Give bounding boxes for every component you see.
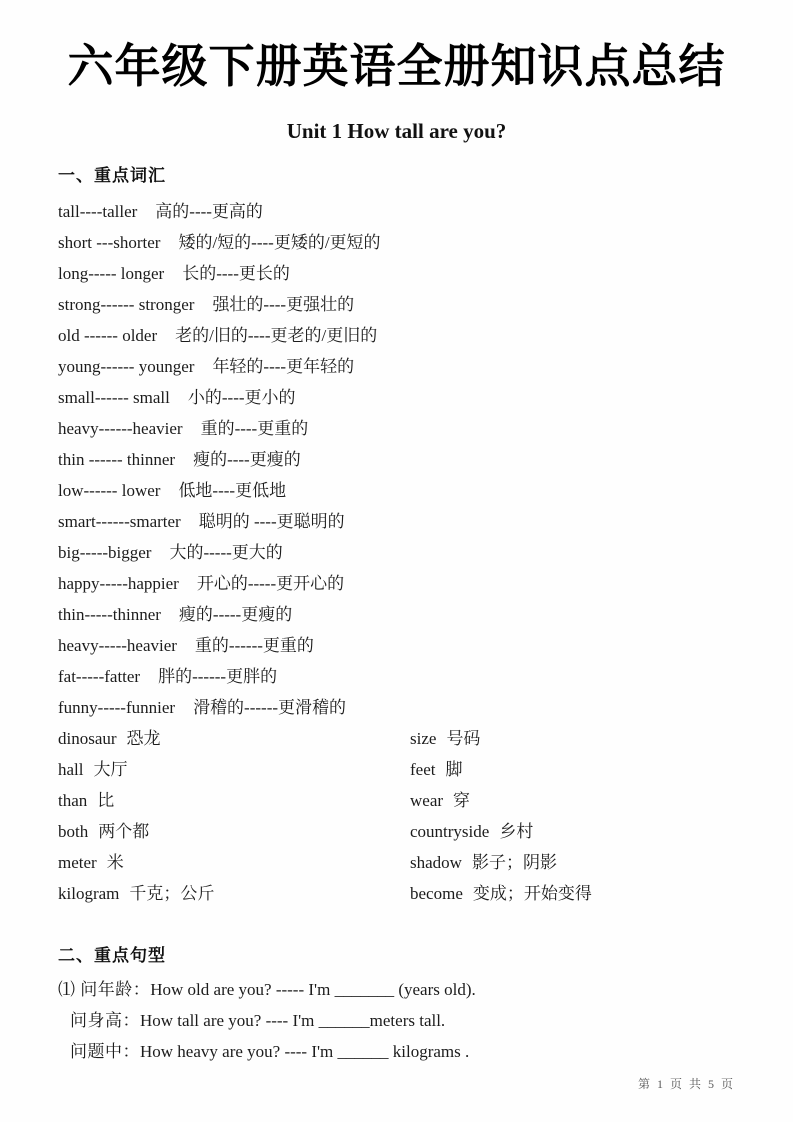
pair-word-en: feet xyxy=(410,759,436,779)
vocab-word-zh: 年轻的----更年轻的 xyxy=(212,356,355,376)
pair-word-zh: 米 xyxy=(106,852,124,872)
pair-word-en: meter xyxy=(58,852,97,872)
pair-word-zh: 大厅 xyxy=(93,759,128,779)
pair-word-zh: 穿 xyxy=(453,790,471,810)
pair-word-en: both xyxy=(58,821,89,841)
pair-word-en: dinosaur xyxy=(58,728,117,748)
word-pair xyxy=(410,847,735,878)
word-pair xyxy=(410,878,735,909)
sentence-line xyxy=(58,1036,735,1067)
vocab-line xyxy=(58,227,735,258)
vocab-word-zh: 重的----更重的 xyxy=(200,418,309,438)
vocab-word-en: thin-----thinner xyxy=(58,604,161,624)
vocab-word-zh: 老的/旧的----更老的/更旧的 xyxy=(175,325,378,345)
vocab-word-zh: 瘦的----更瘦的 xyxy=(193,449,301,469)
vocab-word-en: thin ------ thinner xyxy=(58,449,176,469)
vocab-word-en: low------ lower xyxy=(58,480,161,500)
vocab-word-zh: 长的----更长的 xyxy=(182,263,290,283)
sentence-line xyxy=(58,1005,735,1036)
page-number-footer: 第 1 页 共 5 页 xyxy=(637,1077,735,1091)
pair-word-zh: 影子；阴影 xyxy=(471,852,557,872)
sentence-line xyxy=(58,974,735,1005)
word-pair xyxy=(58,878,410,909)
vocab-line xyxy=(58,692,735,723)
word-pair xyxy=(58,816,410,847)
vocab-word-zh: 瘦的-----更瘦的 xyxy=(178,604,293,624)
vocab-word-en: strong------ stronger xyxy=(58,294,195,314)
vocab-word-zh: 重的------更重的 xyxy=(194,635,314,655)
vocab-line xyxy=(58,258,735,289)
vocab-word-en: fat-----fatter xyxy=(58,666,141,686)
vocab-word-en: old ------ older xyxy=(58,325,158,345)
vocab-word-zh: 开心的-----更开心的 xyxy=(196,573,345,593)
pair-word-en: wear xyxy=(410,790,444,810)
vocab-line xyxy=(58,475,735,506)
sentence-label: 问题中： xyxy=(70,1041,140,1061)
vocab-line xyxy=(58,444,735,475)
pair-word-zh: 号码 xyxy=(446,728,481,748)
vocab-word-en: smart------smarter xyxy=(58,511,181,531)
word-pair xyxy=(58,785,410,816)
pair-word-zh: 两个都 xyxy=(98,821,150,841)
vocab-line xyxy=(58,320,735,351)
pair-word-en: than xyxy=(58,790,88,810)
vocab-word-en: happy-----happier xyxy=(58,573,179,593)
pair-word-zh: 乡村 xyxy=(499,821,534,841)
word-pair xyxy=(58,847,410,878)
pair-word-en: size xyxy=(410,728,437,748)
pair-word-zh: 脚 xyxy=(445,759,463,779)
doc-title: 六年级下册英语全册知识点总结 xyxy=(67,40,726,92)
vocab-word-en: short ---shorter xyxy=(58,232,161,252)
vocab-line xyxy=(58,506,735,537)
vocab-word-en: heavy------heavier xyxy=(58,418,183,438)
vocab-word-en: big-----bigger xyxy=(58,542,152,562)
pair-word-en: shadow xyxy=(410,852,462,872)
word-pair xyxy=(410,754,735,785)
vocab-word-zh: 强壮的----更强壮的 xyxy=(212,294,355,314)
vocab-line xyxy=(58,289,735,320)
vocab-word-en: long----- longer xyxy=(58,263,165,283)
vocab-word-zh: 大的-----更大的 xyxy=(169,542,283,562)
sentence-list xyxy=(58,974,735,1067)
vocab-word-en: funny-----funnier xyxy=(58,697,176,717)
vocab-line xyxy=(58,351,735,382)
vocab-word-en: small------ small xyxy=(58,387,170,407)
vocab-word-zh: 低地----更低地 xyxy=(178,480,287,500)
pair-word-en: hall xyxy=(58,759,84,779)
vocab-word-zh: 滑稽的------更滑稽的 xyxy=(193,697,347,717)
vocab-word-zh: 聪明的 ----更聪明的 xyxy=(198,511,345,531)
vocab-word-en: tall----taller xyxy=(58,201,138,221)
word-pair xyxy=(410,816,735,847)
vocab-line xyxy=(58,382,735,413)
vocab-word-en: heavy-----heavier xyxy=(58,635,177,655)
vocab-line xyxy=(58,630,735,661)
vocab-line xyxy=(58,413,735,444)
pair-word-zh: 变成；开始变得 xyxy=(472,883,592,903)
vocab-word-zh: 小的----更小的 xyxy=(187,387,296,407)
sentence-text: How old are you? ----- I'm _______ (years old). xyxy=(150,979,476,999)
doc-body xyxy=(58,161,735,1067)
pair-word-zh: 千克；公斤 xyxy=(129,883,215,903)
vocab-word-zh: 胖的------更胖的 xyxy=(158,666,278,686)
word-pair xyxy=(410,723,735,754)
pair-word-en: kilogram xyxy=(58,883,120,903)
pair-word-en: become xyxy=(410,883,463,903)
word-pairs-grid xyxy=(58,723,735,909)
vocab-line xyxy=(58,599,735,630)
section-heading-sentences: 二、重点句型 xyxy=(58,945,166,965)
sentence-text: How tall are you? ---- I'm ______meters tall. xyxy=(140,1010,446,1030)
pair-word-zh: 比 xyxy=(97,790,115,810)
word-pair xyxy=(58,754,410,785)
sentence-label: 问身高： xyxy=(70,1010,140,1030)
vocab-line xyxy=(58,537,735,568)
vocab-line xyxy=(58,568,735,599)
vocab-line xyxy=(58,196,735,227)
word-pair xyxy=(58,723,410,754)
vocab-list xyxy=(58,196,735,723)
vocab-word-zh: 高的----更高的 xyxy=(155,201,263,221)
vocab-word-zh: 矮的/短的----更矮的/更短的 xyxy=(178,232,381,252)
section-heading-vocabulary: 一、重点词汇 xyxy=(58,165,166,185)
sentence-text: How heavy are you? ---- I'm ______ kilograms . xyxy=(140,1041,470,1061)
vocab-word-en: young------ younger xyxy=(58,356,195,376)
sentence-label: ⑴ 问年龄： xyxy=(58,979,151,999)
pair-word-en: countryside xyxy=(410,821,490,841)
vocab-line xyxy=(58,661,735,692)
doc-subtitle: Unit 1 How tall are you? xyxy=(286,118,507,143)
word-pair xyxy=(410,785,735,816)
pair-word-zh: 恐龙 xyxy=(126,728,161,748)
